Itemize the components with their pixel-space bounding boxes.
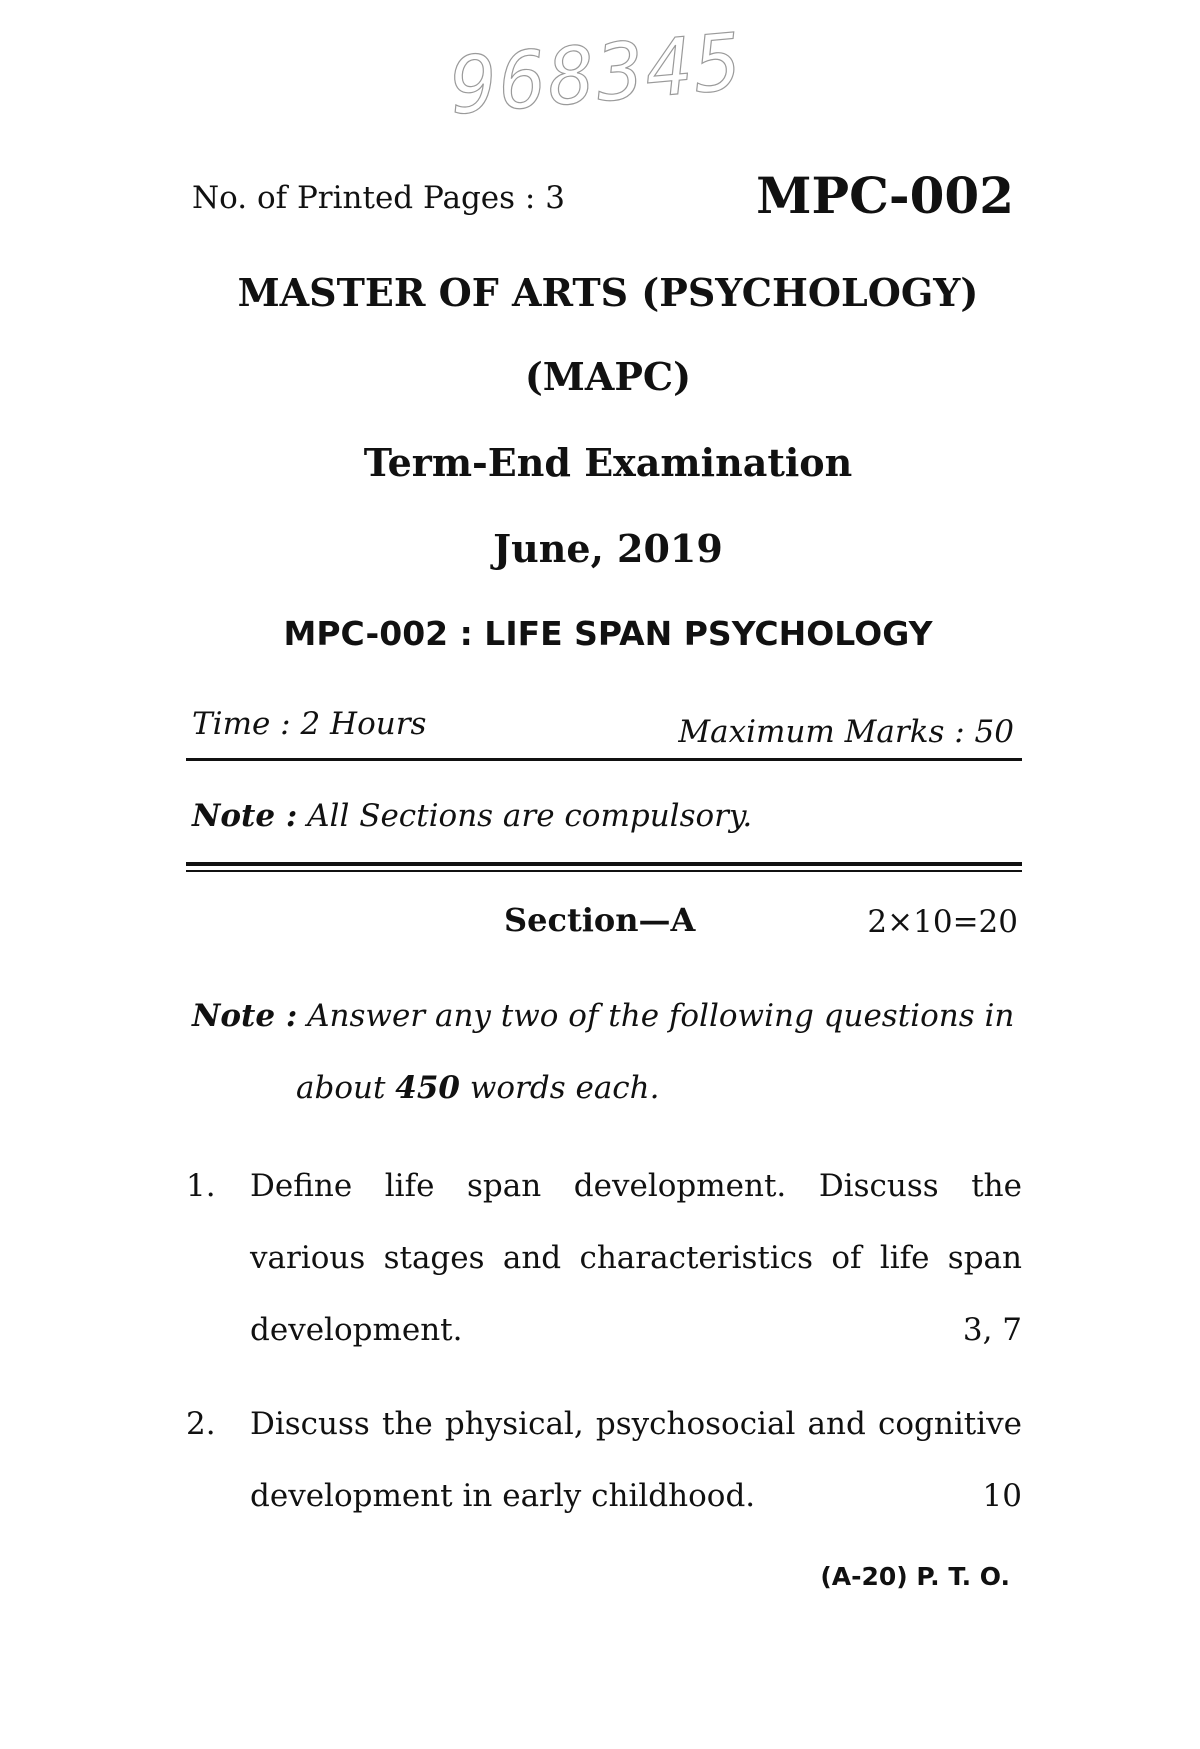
handwritten-serial-stamp: 968345 <box>446 17 748 133</box>
exam-title: Term-End Examination <box>363 440 853 485</box>
printed-pages-count: No. of Printed Pages : 3 <box>192 180 565 216</box>
note-label: Note : <box>192 798 298 834</box>
maximum-marks: Maximum Marks : 50 <box>678 714 1014 750</box>
course-title: MPC-002 : LIFE SPAN PSYCHOLOGY <box>283 614 933 653</box>
page-footer-pto: (A-20) P. T. O. <box>820 1562 1010 1591</box>
question-number: 1. <box>186 1168 216 1204</box>
general-note <box>192 796 752 836</box>
question-number: 2. <box>186 1406 216 1442</box>
question-line: development in early childhood. <box>250 1478 756 1514</box>
section-note-line-1 <box>192 980 1022 1052</box>
programme-abbreviation: (MAPC) <box>524 354 692 399</box>
question-body <box>250 1388 1022 1532</box>
section-note-line-2 <box>192 1052 1022 1124</box>
question-line: various stages and characteristics of life span <box>250 1240 1022 1276</box>
section-a-title: Section—A <box>504 901 696 939</box>
note-text: All Sections are compulsory. <box>297 798 753 834</box>
question-body <box>250 1150 1022 1366</box>
divider-rule-thick <box>186 862 1022 866</box>
question-line: Define life span development. Discuss the <box>250 1168 1022 1204</box>
section-note-text: Answer any two of the following questions in <box>297 998 1015 1034</box>
question-marks: 10 <box>982 1478 1022 1514</box>
question-last-line <box>250 1460 1022 1532</box>
programme-title: MASTER OF ARTS (PSYCHOLOGY) <box>237 270 979 315</box>
question-line: Discuss the physical, psychosocial and cognitive <box>250 1406 1022 1442</box>
divider-rule-thin <box>186 870 1022 872</box>
question-line: development. <box>250 1312 463 1348</box>
exam-date: June, 2019 <box>493 526 723 571</box>
section-note-line2-post: words each. <box>460 1070 660 1106</box>
section-note-line2-pre: about <box>296 1070 396 1106</box>
section-note-label: Note : <box>192 998 298 1034</box>
question-last-line <box>250 1294 1022 1366</box>
question-1 <box>186 1150 1022 1366</box>
section-note-word-count: 450 <box>395 1070 460 1106</box>
section-a-note <box>192 980 1022 1124</box>
paper-code: MPC-002 <box>756 166 1014 225</box>
section-a-marks: 2×10=20 <box>867 904 1018 940</box>
divider-rule <box>186 758 1022 761</box>
question-2 <box>186 1388 1022 1532</box>
time-allowed: Time : 2 Hours <box>192 706 427 742</box>
question-marks: 3, 7 <box>962 1312 1022 1348</box>
